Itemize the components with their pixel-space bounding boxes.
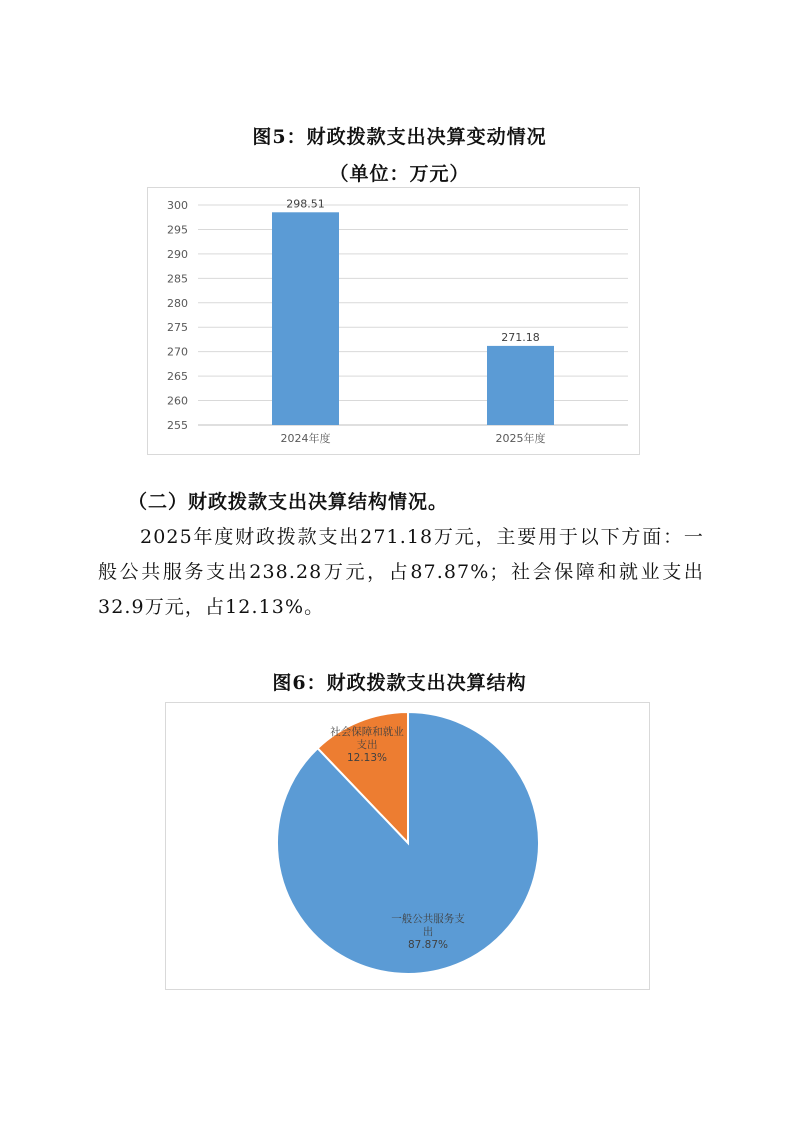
y-tick-label: 290	[167, 247, 188, 261]
pie-slice-2	[277, 712, 539, 974]
y-tick-label: 295	[167, 223, 188, 237]
figure6-title: 图6：财政拨款支出决算结构	[272, 672, 527, 694]
y-tick-label: 270	[167, 345, 188, 359]
bar-1	[272, 212, 339, 425]
bar-chart	[147, 187, 640, 455]
y-tick-label: 265	[167, 370, 188, 384]
bar-chart-svg	[148, 188, 639, 454]
y-tick-label: 285	[167, 272, 188, 286]
pie-chart-svg	[166, 703, 649, 989]
x-tick-label: 2024年度	[280, 432, 331, 445]
figure5-unit: （单位：万元）	[329, 163, 470, 185]
y-tick-label: 260	[167, 394, 188, 408]
section-heading: （二）财政拨款支出决算结构情况。	[128, 491, 449, 513]
bar-2	[487, 346, 554, 425]
figure5-title: 图5：财政拨款支出决算变动情况	[252, 126, 547, 148]
y-tick-label: 280	[167, 296, 188, 310]
y-tick-label: 275	[167, 321, 188, 335]
bar-data-label: 298.51	[286, 197, 325, 211]
body-paragraph: 2025年度财政拨款支出271.18万元，主要用于以下方面：一般公共服务支出238.28万元，占87.87%；社会保障和就业支出32.9万元，占12.13%。	[98, 526, 704, 618]
bar-data-label: 271.18	[501, 330, 540, 344]
y-tick-label: 255	[167, 419, 188, 432]
x-tick-label: 2025年度	[495, 432, 546, 445]
pie-chart	[165, 702, 650, 990]
pie-slice-label: 一般公共服务支出 87.87%	[391, 913, 465, 951]
y-tick-label: 300	[167, 199, 188, 212]
pie-slice-label: 社会保障和就业支出 12.13%	[330, 726, 404, 764]
